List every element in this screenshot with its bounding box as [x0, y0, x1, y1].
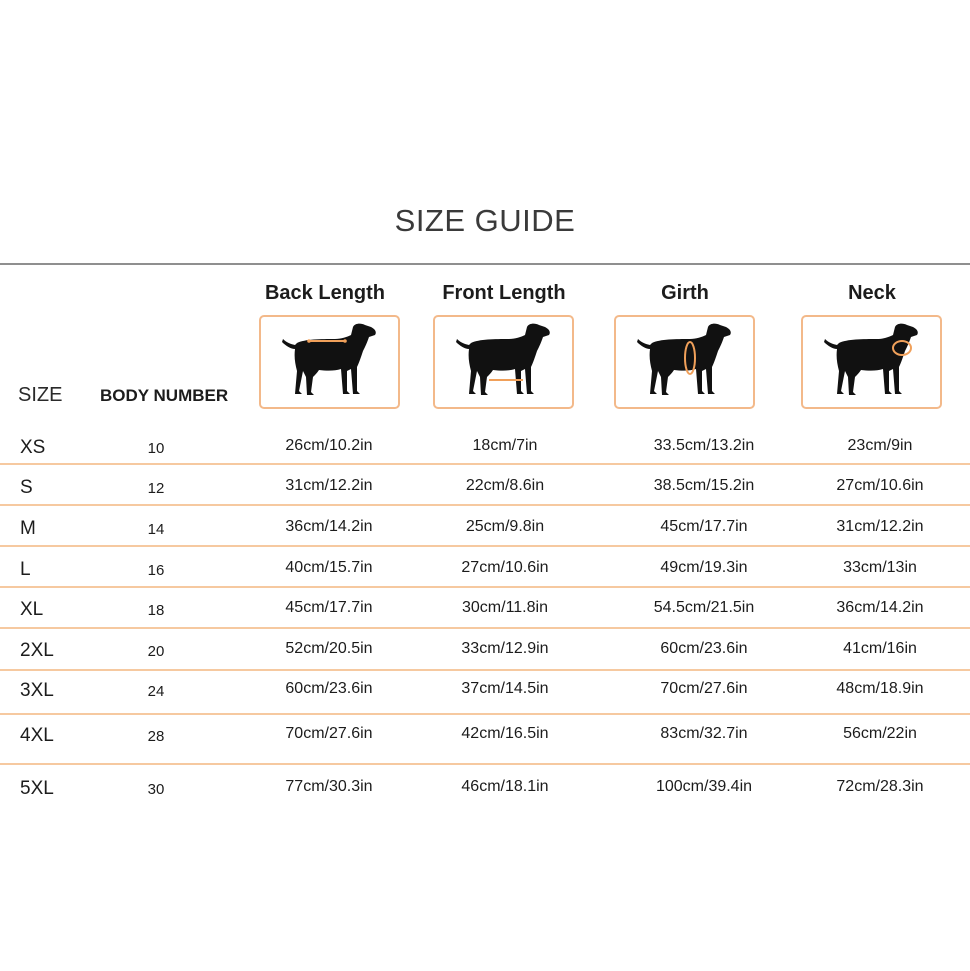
size-cell: L: [20, 559, 31, 580]
body-number-cell: 18: [147, 602, 165, 619]
body-number-cell: 16: [147, 562, 165, 579]
girth-cell: 100cm/39.4in: [655, 778, 753, 795]
size-cell: 2XL: [20, 640, 54, 661]
neck-cell: 36cm/14.2in: [836, 599, 924, 616]
back-length-cell: 36cm/14.2in: [285, 518, 373, 535]
row-divider: [0, 586, 970, 588]
page-title: SIZE GUIDE: [394, 203, 576, 238]
front-length-cell: 18cm/7in: [472, 437, 538, 454]
size-cell: 5XL: [20, 778, 54, 799]
neck-cell: 72cm/28.3in: [836, 778, 924, 795]
front-length-cell: 30cm/11.8in: [462, 599, 548, 616]
dog-neck-icon: [801, 315, 942, 409]
row-divider: [0, 463, 970, 465]
neck-cell: 23cm/9in: [847, 437, 913, 454]
body-number-cell: 30: [147, 781, 165, 798]
neck-cell: 48cm/18.9in: [836, 680, 924, 697]
row-divider: [0, 669, 970, 671]
size-cell: M: [20, 518, 36, 539]
back-length-cell: 40cm/15.7in: [285, 559, 373, 576]
body-number-cell: 10: [147, 440, 165, 457]
neck-cell: 31cm/12.2in: [836, 518, 924, 535]
neck-cell: 56cm/22in: [843, 725, 917, 742]
size-cell: 3XL: [20, 680, 54, 701]
back-length-cell: 77cm/30.3in: [285, 778, 373, 795]
back-length-cell: 52cm/20.5in: [285, 640, 373, 657]
front-length-cell: 46cm/18.1in: [461, 778, 549, 795]
table-row: [0, 599, 970, 629]
row-divider: [0, 713, 970, 715]
body-number-cell: 28: [147, 728, 165, 745]
table-row: [0, 518, 970, 548]
title-divider: [0, 263, 970, 265]
column-header-girth: Girth: [661, 282, 709, 304]
back-length-cell: 45cm/17.7in: [285, 599, 373, 616]
girth-cell: 70cm/27.6in: [660, 680, 748, 697]
back-length-cell: 60cm/23.6in: [285, 680, 373, 697]
girth-cell: 49cm/19.3in: [660, 559, 748, 576]
column-header-front-length: Front Length: [442, 282, 566, 304]
body-number-cell: 14: [147, 521, 165, 538]
size-cell: XS: [20, 437, 46, 458]
column-header-back-length: Back Length: [264, 282, 386, 304]
column-header-body-number: BODY NUMBER: [100, 386, 229, 405]
size-cell: XL: [20, 599, 44, 620]
front-length-cell: 42cm/16.5in: [461, 725, 549, 742]
front-length-cell: 37cm/14.5in: [461, 680, 549, 697]
size-cell: 4XL: [20, 725, 54, 746]
table-row: [0, 559, 970, 589]
body-number-cell: 20: [147, 643, 165, 660]
girth-cell: 60cm/23.6in: [660, 640, 748, 657]
girth-cell: 54.5cm/21.5in: [653, 599, 755, 616]
neck-cell: 41cm/16in: [843, 640, 917, 657]
row-divider: [0, 545, 970, 547]
front-length-cell: 27cm/10.6in: [461, 559, 549, 576]
girth-cell: 38.5cm/15.2in: [653, 477, 755, 494]
dog-back-length-icon: [259, 315, 400, 409]
front-length-cell: 33cm/12.9in: [461, 640, 549, 657]
row-divider: [0, 627, 970, 629]
back-length-cell: 31cm/12.2in: [285, 477, 373, 494]
dog-girth-icon: [614, 315, 755, 409]
front-length-cell: 25cm/9.8in: [465, 518, 545, 535]
row-divider: [0, 763, 970, 765]
girth-cell: 45cm/17.7in: [660, 518, 748, 535]
girth-cell: 83cm/32.7in: [660, 725, 748, 742]
dog-front-length-icon: [433, 315, 574, 409]
girth-cell: 33.5cm/13.2in: [653, 437, 755, 454]
column-header-neck: Neck: [848, 282, 896, 304]
size-cell: S: [20, 477, 33, 498]
back-length-cell: 26cm/10.2in: [285, 437, 373, 454]
neck-cell: 33cm/13in: [843, 559, 917, 576]
neck-cell: 27cm/10.6in: [836, 477, 924, 494]
table-row: [0, 680, 970, 710]
body-number-cell: 24: [147, 683, 165, 700]
table-row: [0, 640, 970, 670]
back-length-cell: 70cm/27.6in: [285, 725, 373, 742]
front-length-cell: 22cm/8.6in: [465, 477, 545, 494]
row-divider: [0, 504, 970, 506]
body-number-cell: 12: [147, 480, 165, 497]
table-row: [0, 477, 970, 507]
column-header-size: SIZE: [18, 384, 63, 406]
table-row: [0, 725, 970, 755]
table-row: [0, 778, 970, 808]
